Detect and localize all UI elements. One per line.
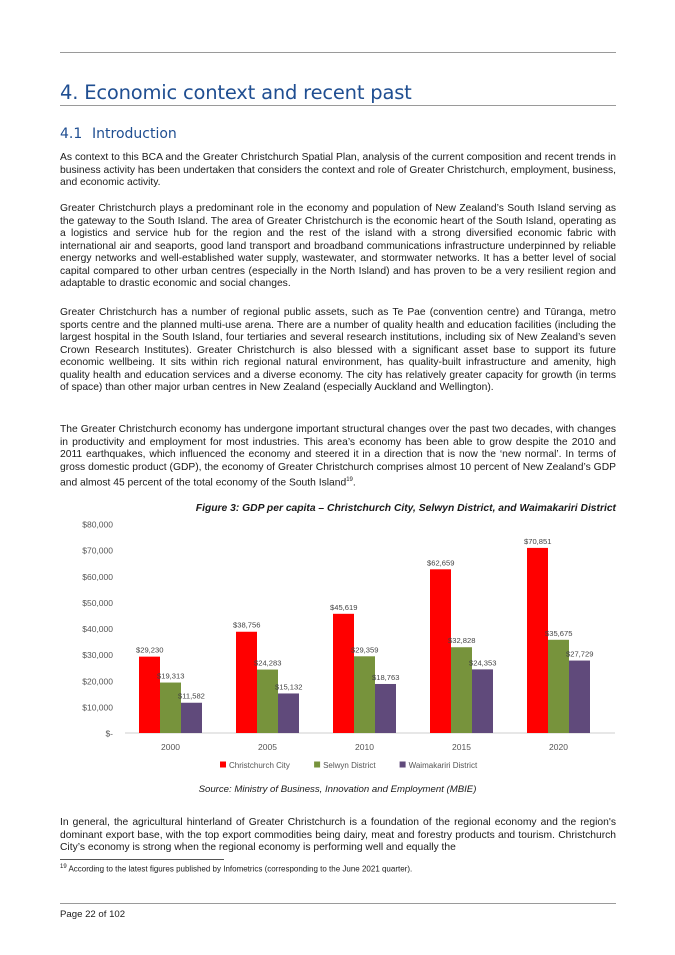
section-number: 4.1 <box>60 126 83 142</box>
x-tick-label: 2020 <box>549 742 568 752</box>
footnote-ref: 19 <box>346 477 353 483</box>
legend-swatch <box>400 762 406 768</box>
y-tick-label: $70,000 <box>82 545 113 556</box>
paragraph-4-text: The Greater Christchurch economy has undergone important structural changes over the past two decades, with changes in productivity and employment for most industries. This area’s economy has been able to grow despite the 2010 and 2011 earthquakes, which influenced the economy and steered it in a direction that is now the ‘new normal’. In terms of gross domestic product (GDP), the economy of Greater Christchurch comprises almost 10 percent of New Zealand’s GDP and almost 45 percent of the total economy of the South Island <box>60 424 616 489</box>
y-tick-label: $10,000 <box>82 702 113 713</box>
legend-label: Waimakariri District <box>408 761 478 770</box>
heading-underline <box>60 105 616 106</box>
bar-christchurch-city <box>527 548 548 733</box>
chapter-heading: 4. Economic context and recent past <box>60 81 412 104</box>
bar-data-label: $62,659 <box>427 558 455 568</box>
bar-data-label: $11,582 <box>178 691 205 701</box>
bar-data-label: $29,230 <box>136 645 164 655</box>
bar-data-label: $24,353 <box>469 658 497 668</box>
y-tick-label: $60,000 <box>82 571 113 582</box>
figure-caption: Figure 3: GDP per capita – Christchurch City, Selwyn District, and Waimakariri District <box>195 503 616 514</box>
y-tick-label: $- <box>105 728 113 739</box>
y-tick-label: $20,000 <box>82 676 113 687</box>
paragraph-4: The Greater Christchurch economy has undergone important structural changes over the past two decades, with changes in productivity and employment for most industries. This area’s economy has been able to grow despite the 2010 and 2011 earthquakes, which influenced the economy and steered it in a direction that is now the ‘new normal’. In terms of gross domestic product (GDP), the economy of Greater Christchurch comprises almost 10 percent of New Zealand’s GDP and almost 45 percent of the total economy of the South Island$^{19}$. <box>60 424 616 489</box>
bar-selwyn-district <box>160 683 181 733</box>
x-tick-label: 2000 <box>161 742 180 752</box>
bar-waimakariri-district <box>181 703 202 733</box>
x-tick-label: 2005 <box>258 742 277 752</box>
paragraph-1: As context to this BCA and the Greater Christchurch Spatial Plan, analysis of the current composition and recent trends in business activity has been undertaken that considers the context and role of Greater Christchurch, employment, business, and economic activity. <box>60 152 616 188</box>
footnote-rule <box>60 859 224 860</box>
paragraph-5: In general, the agricultural hinterland of Greater Christchurch is a foundation of the regional economy and the region's dominant export base, with the top export commodities being dairy, meat and forestry products and tourism. Christchurch City’s economy is strong when the regional economy is performing well and equally the <box>60 817 616 853</box>
figure-source: Source: Ministry of Business, Innovation and Employment (MBIE) <box>198 784 477 795</box>
bar-data-label: $70,851 <box>524 536 552 546</box>
page-number: Page 22 of 102 <box>60 909 126 920</box>
y-tick-label: $80,000 <box>82 519 113 530</box>
legend-swatch <box>314 762 320 768</box>
bar-data-label: $15,132 <box>275 682 303 692</box>
paragraph-2: Greater Christchurch plays a predominant role in the economy and population of New Zealand’s South Island serving as the gateway to the South Island. The area of Greater Christchurch is the economic heart of the South Island, operating as a logistics and service hub for the region and the rest of the island with a strong diversified economic fabric with international air and seaports, good land transport and broadband communications infrastructure underpinned by reliable energy networks and well-established water supply, wastewater, and stormwater networks. It has a better level of social capital compared to other urban centres (especially in the North Island) and has proven to be a very resilient region and adaptable to drastic economic and social changes. <box>60 203 616 289</box>
bar-data-label: $38,756 <box>233 620 261 630</box>
bar-christchurch-city <box>236 632 257 733</box>
x-tick-label: 2015 <box>452 742 471 752</box>
bar-data-label: $32,828 <box>448 636 476 646</box>
footer-rule <box>60 903 616 904</box>
legend-label: Christchurch City <box>229 761 290 770</box>
bar-christchurch-city <box>333 614 354 733</box>
bar-christchurch-city <box>139 657 160 733</box>
bar-data-label: $18,763 <box>372 672 400 682</box>
bar-data-label: $35,675 <box>545 628 573 638</box>
section-title: Introduction <box>92 126 177 142</box>
y-tick-label: $30,000 <box>82 650 113 661</box>
bar-waimakariri-district <box>278 693 299 733</box>
bar-data-label: $24,283 <box>254 658 282 668</box>
header-rule <box>60 52 616 53</box>
bar-waimakariri-district <box>569 661 590 733</box>
bar-waimakariri-district <box>375 684 396 733</box>
footnote <box>60 864 412 874</box>
bar-selwyn-district <box>257 670 278 733</box>
bar-christchurch-city <box>430 569 451 733</box>
x-tick-label: 2010 <box>355 742 374 752</box>
bar-data-label: $45,619 <box>330 602 358 612</box>
bar-selwyn-district <box>354 656 375 733</box>
footnote-text: According to the latest figures published by Infometrics (corresponding to the June 2021 quarter). <box>66 864 413 874</box>
y-tick-label: $40,000 <box>82 624 113 634</box>
legend-label: Selwyn District <box>323 761 376 770</box>
bar-waimakariri-district <box>472 669 493 733</box>
gdp-bar-chart <box>80 512 620 777</box>
legend-swatch <box>220 762 226 768</box>
paragraph-3: Greater Christchurch has a number of regional public assets, such as Te Pae (convention centre) and Tūranga, metro sports centre and the planned multi-use arena. There are a number of quality health and education facilities (including the largest hospital in the South Island, four tertiaries and several research institutions, including six of New Zealand’s seven Crown Research Institutes). Greater Christchurch is also blessed with a significant asset base to support its future economic wellbeing. It sits within rich regional natural environment, has quality-built infrastructure and amenity, high quality health and education services and a diverse economy. The city has relatively greater capacity for growth (in terms of space) than other major urban centres in New Zealand (especially Auckland and Wellington). <box>60 307 616 393</box>
bar-data-label: $19,313 <box>157 671 185 681</box>
footnote-number: 19 <box>60 864 67 870</box>
bar-data-label: $27,729 <box>566 649 594 659</box>
section-heading <box>60 126 177 142</box>
bar-data-label: $29,359 <box>351 645 379 655</box>
y-tick-label: $50,000 <box>82 597 113 608</box>
